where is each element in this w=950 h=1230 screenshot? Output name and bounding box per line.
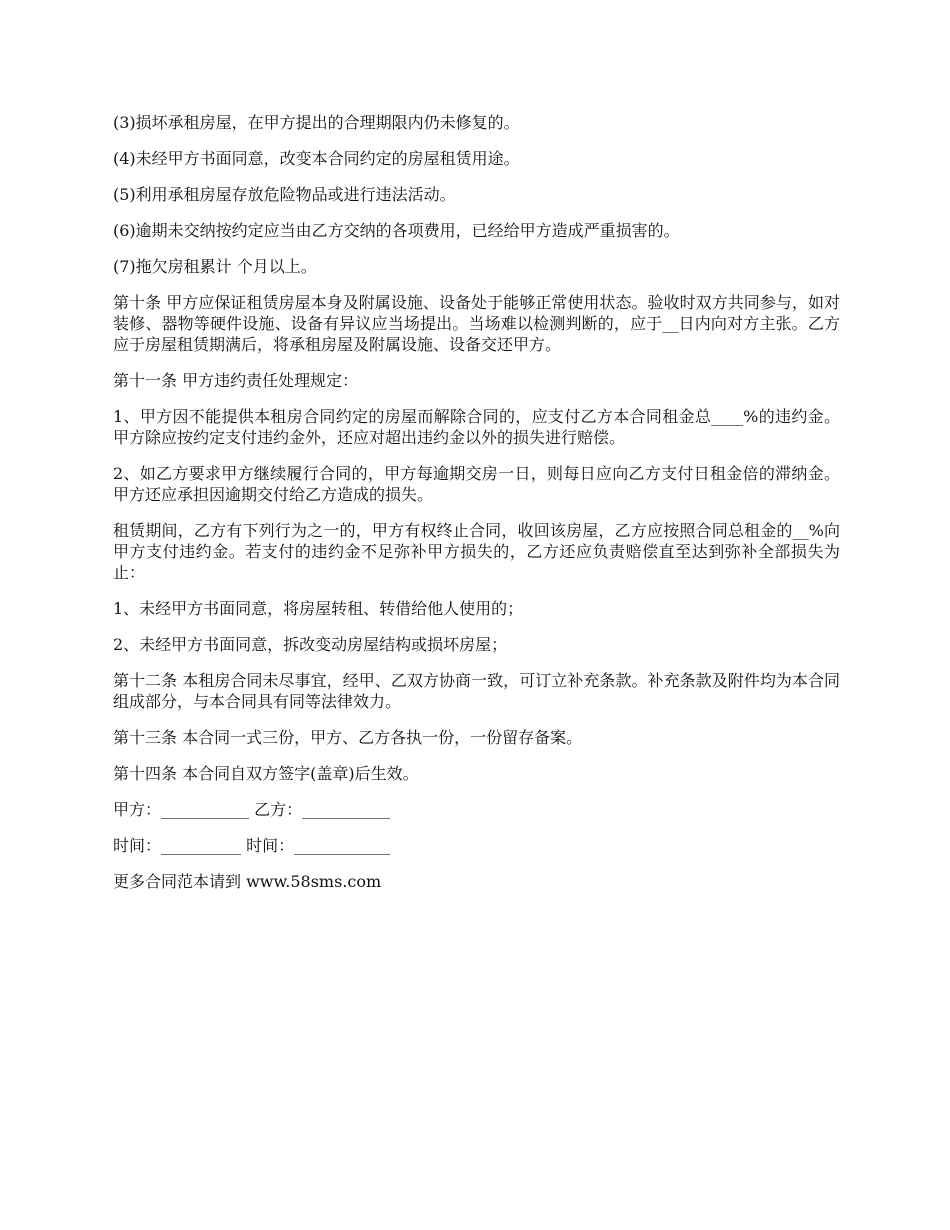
article-12: 第十二条 本租房合同未尽事宜，经甲、乙双方协商一致，可订立补充条款。补充条款及附件均为本合同组成部分，与本合同具有同等法律效力。 (113, 671, 840, 711)
party-a-date: 时间：__________ (113, 836, 242, 855)
party-b-date: 时间：____________ (246, 836, 391, 855)
article-11-item-1: 1、甲方因不能提供本租房合同约定的房屋而解除合同的，应支付乙方本合同租金总____%的违约金。甲方除应按约定支付违约金外，还应对超出违约金以外的损失进行赔偿。 (113, 407, 840, 447)
article-11-item-2: 2、如乙方要求甲方继续履行合同的，甲方每逾期交房一日，则每日应向乙方支付日租金倍的滞纳金。甲方还应承担因逾期交付给乙方造成的损失。 (113, 464, 840, 504)
tenant-breach-item-2: 2、未经甲方书面同意，拆改变动房屋结构或损坏房屋； (113, 635, 508, 654)
footer-note: 更多合同范本请到 www.58sms.com (113, 872, 382, 891)
clause-6: (6)逾期未交纳按约定应当由乙方交纳的各项费用，已经给甲方造成严重损害的。 (113, 221, 680, 240)
date-line (113, 835, 840, 856)
clause-3: (3)损坏承租房屋，在甲方提出的合理期限内仍未修复的。 (113, 113, 520, 132)
article-13: 第十三条 本合同一式三份，甲方、乙方各执一份，一份留存备案。 (113, 728, 583, 747)
document-page (113, 112, 840, 907)
article-10: 第十条 甲方应保证租赁房屋本身及附属设施、设备处于能够正常使用状态。验收时双方共同参与，如对装修、器物等硬件设施、设备有异议应当场提出。当场难以检测判断的，应于__日内向对方主张。乙方应于房屋租赁期满后，将承租房屋及附属设施、设备交还甲方。 (113, 293, 840, 354)
article-11-heading: 第十一条 甲方违约责任处理规定： (113, 371, 359, 390)
tenant-breach-clause: 租赁期间，乙方有下列行为之一的，甲方有权终止合同，收回该房屋，乙方应按照合同总租金的__%向甲方支付违约金。若支付的违约金不足弥补甲方损失的，乙方还应负责赔偿直至达到弥补全部损失为止： (113, 521, 840, 582)
clause-4: (4)未经甲方书面同意，改变本合同约定的房屋租赁用途。 (113, 149, 520, 168)
party-a-signature: 甲方：___________ (113, 800, 250, 819)
article-14: 第十四条 本合同自双方签字(盖章)后生效。 (113, 764, 419, 783)
tenant-breach-item-1: 1、未经甲方书面同意，将房屋转租、转借给他人使用的； (113, 599, 524, 618)
clause-7: (7)拖欠房租累计 个月以上。 (113, 257, 317, 276)
signature-line (113, 799, 840, 820)
clause-5: (5)利用承租房屋存放危险物品或进行违法活动。 (113, 185, 456, 204)
party-b-signature: 乙方：___________ (254, 800, 391, 819)
